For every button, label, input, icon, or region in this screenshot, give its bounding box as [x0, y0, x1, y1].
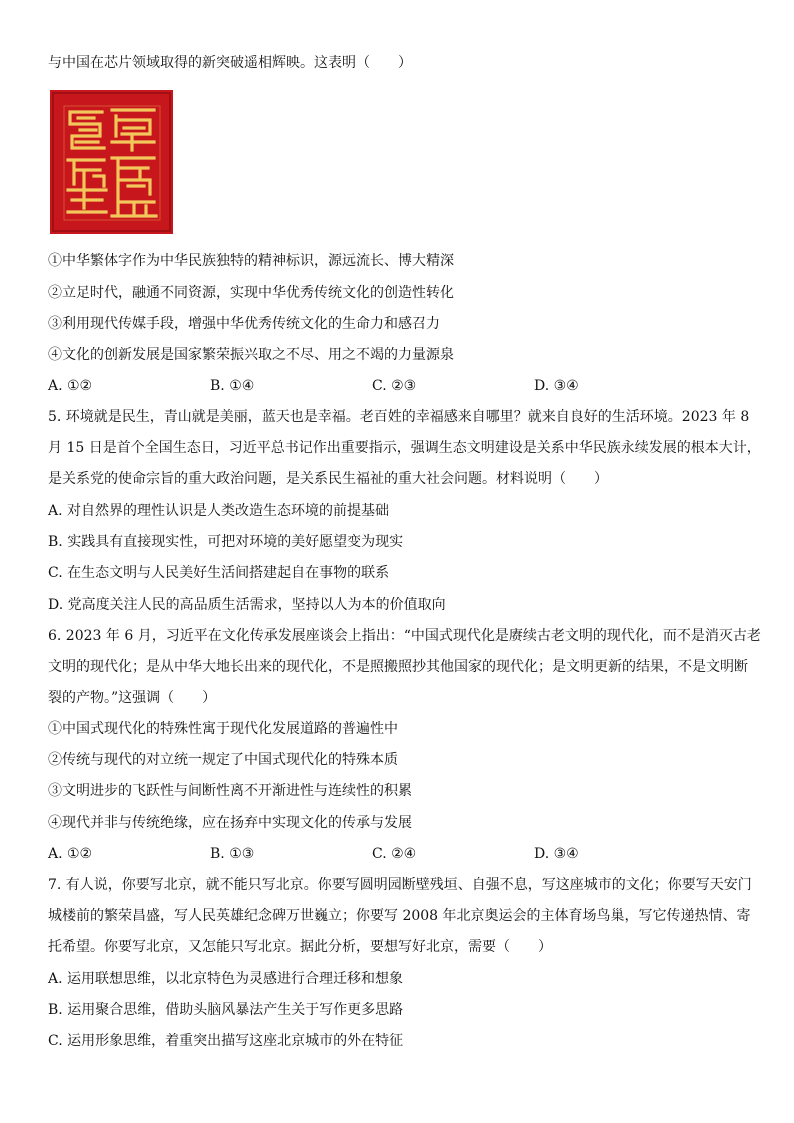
q6-stem-line-2: 文明的现代化；是从中华大地长出来的现代化，不是照搬照抄其他国家的现代化；是文明更新的结果，不是文明断	[48, 659, 748, 675]
q4-item-4: ④文化的创新发展是国家繁荣振兴取之不尽、用之不竭的力量源泉	[48, 347, 454, 363]
q7-stem-line-2: 城楼前的繁荣昌盛，写人民英雄纪念碑万世巍立；你要写 2008 年北京奥运会的主体育场鸟巢，写它传递热情、寄	[48, 908, 751, 924]
q5-stem-line-3: 是关系党的使命宗旨的重大政治问题，是关系民生福祉的重大社会问题。材料说明（ ）	[48, 471, 608, 487]
q6-stem-line-1: 6. 2023 年 6 月，习近平在文化传承发展座谈会上指出：“中国式现代化是赓续古老文明的现代化，而不是消灭古老	[48, 628, 761, 644]
q7-option-c[interactable]: C. 运用形象思维，着重突出描写这座北京城市的外在特征	[48, 1033, 404, 1049]
q4-option-c[interactable]: C. ②③	[372, 378, 417, 394]
q5-option-d[interactable]: D. 党高度关注人民的高品质生活需求，坚持以人为本的价值取向	[48, 597, 446, 613]
q4-intro-tail: 与中国在芯片领域取得的新突破遥相辉映。这表明（ ）	[48, 55, 412, 71]
q6-item-3: ③文明进步的飞跃性与间断性离不开渐进性与连续性的积累	[48, 783, 412, 799]
q6-item-4: ④现代并非与传统绝缘，应在扬弃中实现文化的传承与发展	[48, 815, 412, 831]
red-seal-image	[50, 90, 173, 234]
q6-stem-line-3: 裂的产物。”这强调（ ）	[48, 690, 217, 706]
q5-option-c[interactable]: C. 在生态文明与人民美好生活间搭建起自在事物的联系	[48, 565, 390, 581]
q7-option-b[interactable]: B. 运用聚合思维，借助头脑风暴法产生关于写作更多思路	[48, 1002, 404, 1018]
q6-option-a[interactable]: A. ①②	[48, 846, 93, 862]
q5-stem-line-1: 5. 环境就是民生，青山就是美丽，蓝天也是幸福。老百姓的幸福感来自哪里？就来自良好的生活环境。2023 年 8	[48, 409, 750, 425]
q6-option-c[interactable]: C. ②④	[372, 846, 417, 862]
q5-option-b[interactable]: B. 实践具有直接现实性，可把对环境的美好愿望变为现实	[48, 534, 404, 550]
q6-option-d[interactable]: D. ③④	[534, 846, 579, 862]
q6-item-1: ①中国式现代化的特殊性寓于现代化发展道路的普遍性中	[48, 721, 398, 737]
q4-option-d[interactable]: D. ③④	[534, 378, 579, 394]
q5-stem-line-2: 月 15 日是首个全国生态日，习近平总书记作出重要指示，强调生态文明建设是关系中华民族永续发展的根本大计，	[48, 440, 761, 456]
q6-option-b[interactable]: B. ①③	[210, 846, 255, 862]
q4-option-b[interactable]: B. ①④	[210, 378, 255, 394]
q7-stem-line-3: 托希望。你要写北京，又怎能只写北京。据此分析，要想写好北京，需要（ ）	[48, 939, 552, 955]
q7-option-a[interactable]: A. 运用联想思维，以北京特色为灵感进行合理迁移和想象	[48, 971, 404, 987]
q5-option-a[interactable]: A. 对自然界的理性认识是人类改造生态环境的前提基础	[48, 503, 390, 519]
q4-option-a[interactable]: A. ①②	[48, 378, 93, 394]
q4-item-1: ①中华繁体字作为中华民族独特的精神标识，源远流长、博大精深	[48, 253, 454, 269]
q4-item-2: ②立足时代，融通不同资源，实现中华优秀传统文化的创造性转化	[48, 285, 454, 301]
q6-item-2: ②传统与现代的对立统一规定了中国式现代化的特殊本质	[48, 752, 398, 768]
q7-stem-line-1: 7. 有人说，你要写北京，就不能只写北京。你要写圆明园断壁残垣、自强不息，写这座城市的文化；你要写天安门	[48, 877, 752, 893]
q4-item-3: ③利用现代传媒手段，增强中华优秀传统文化的生命力和感召力	[48, 316, 440, 332]
